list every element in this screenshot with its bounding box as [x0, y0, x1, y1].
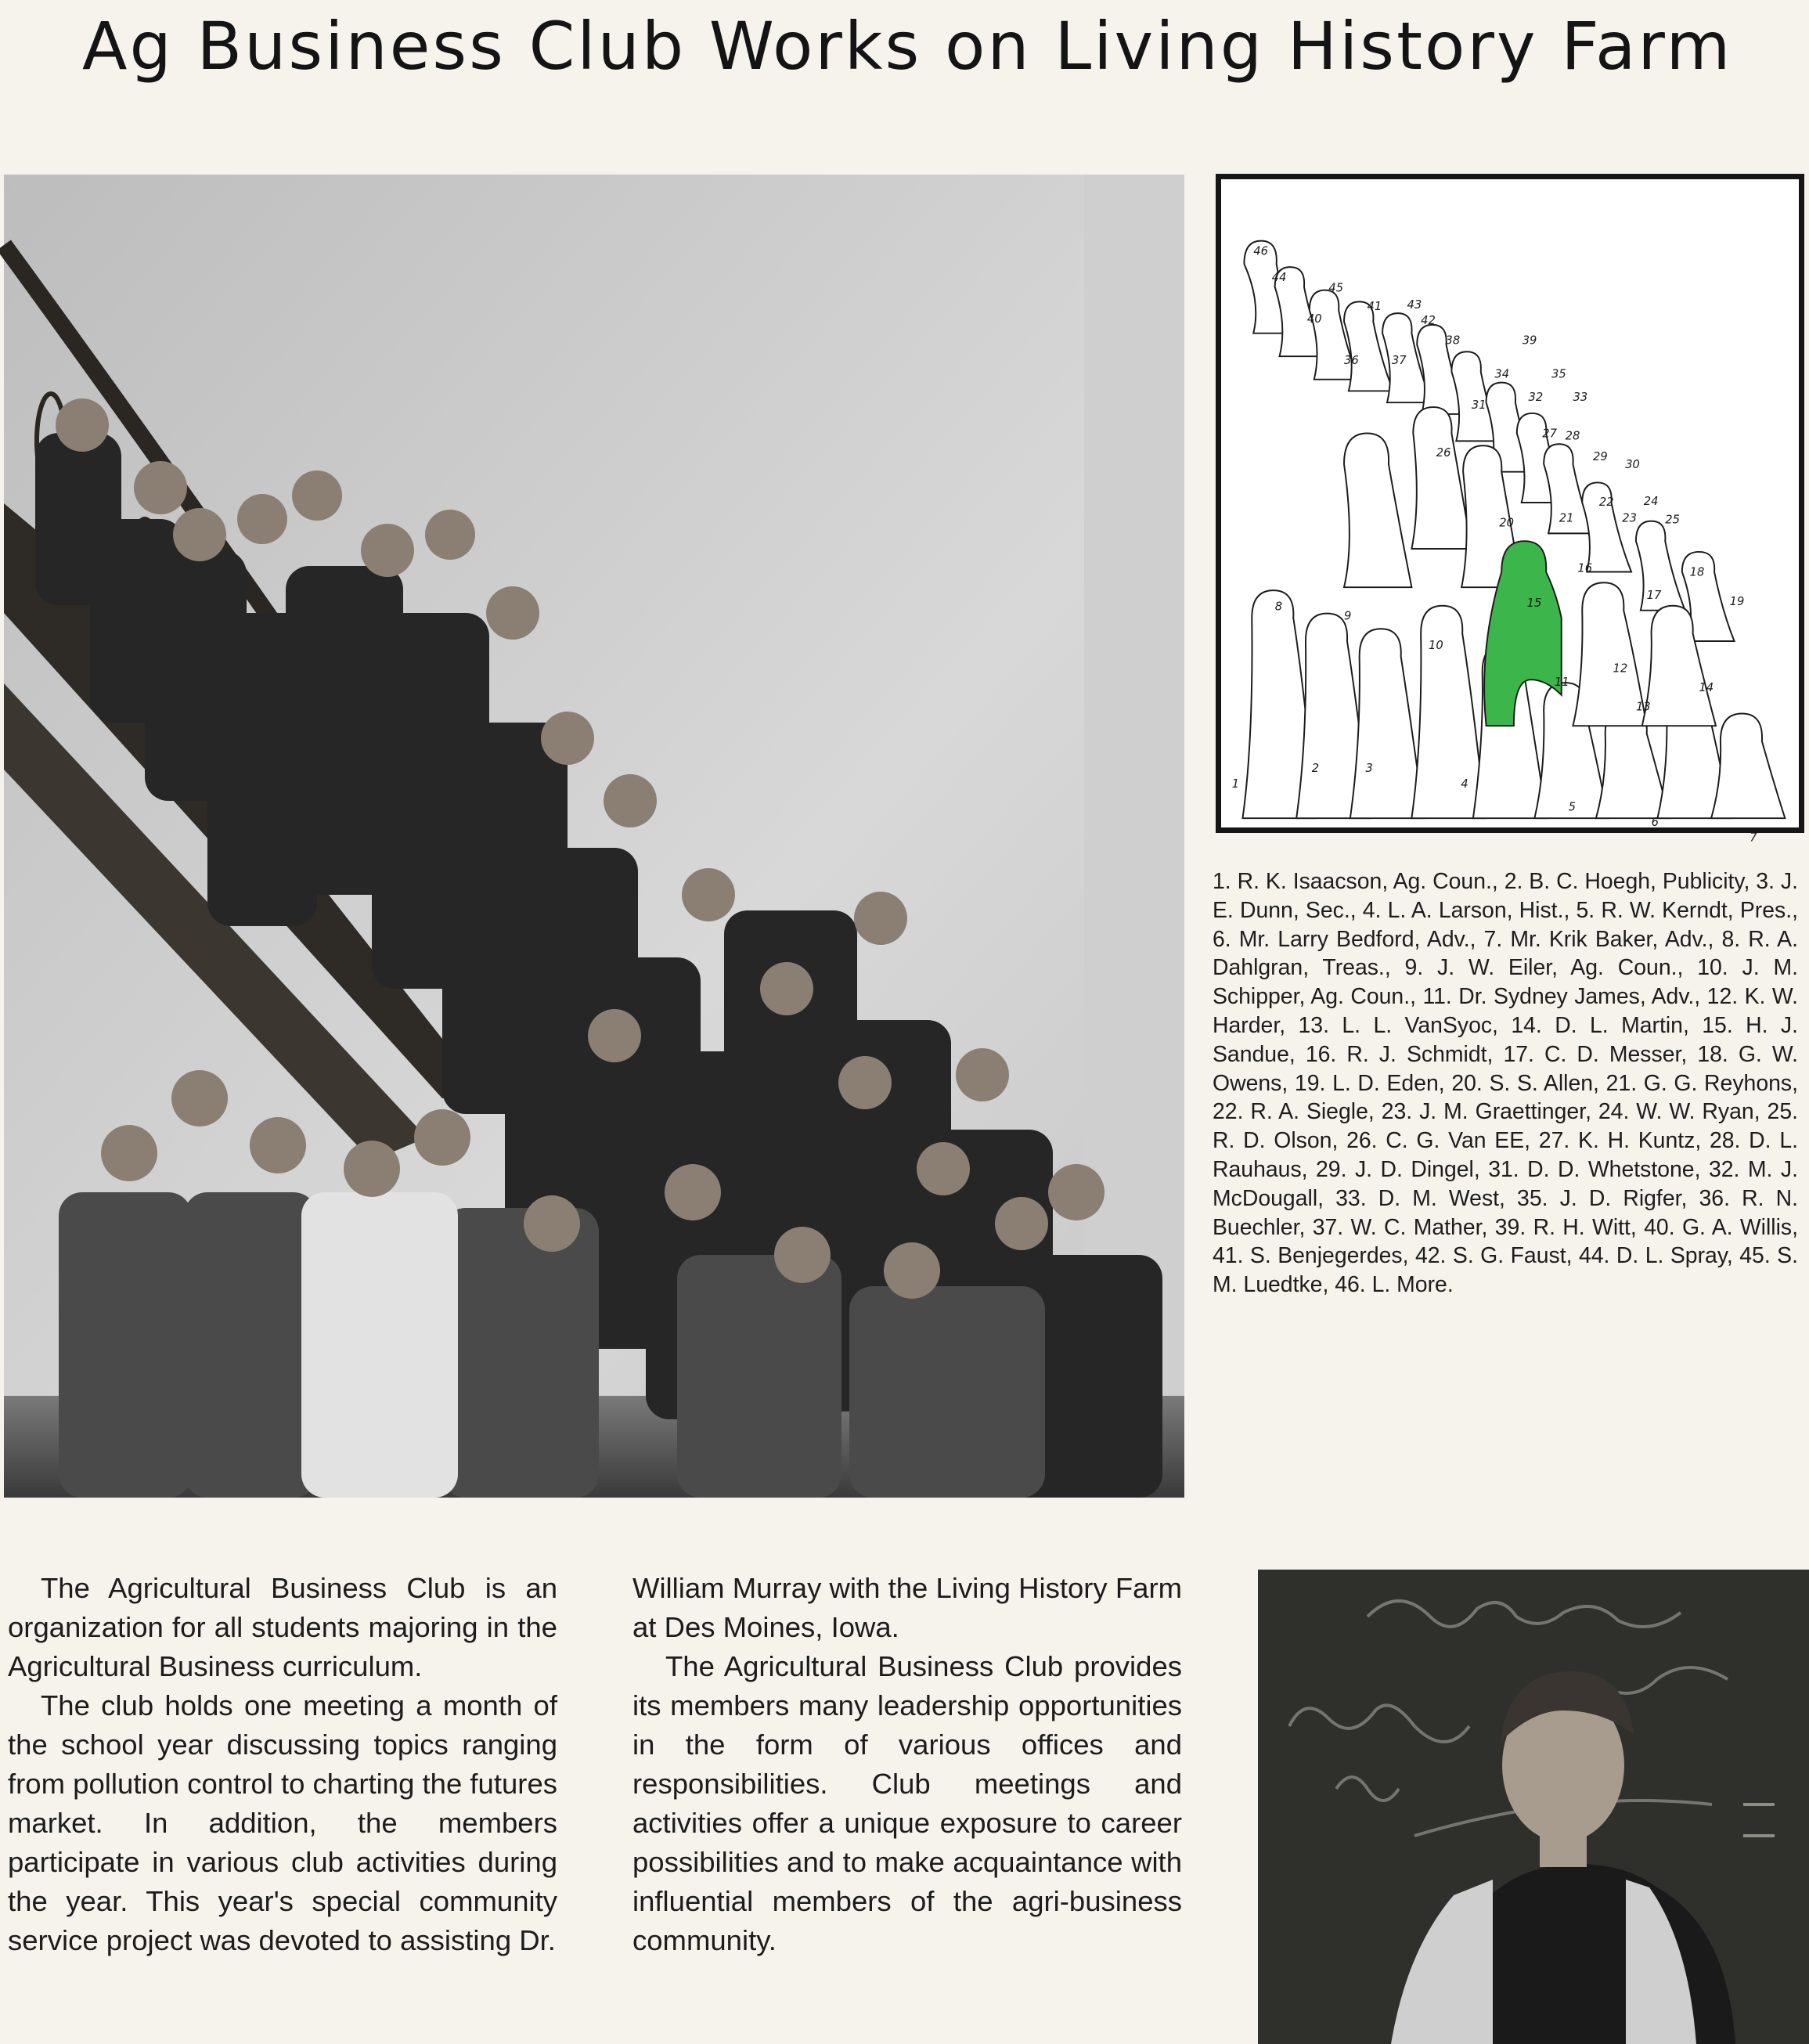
- key-number-45: 45: [1328, 281, 1344, 295]
- key-number-43: 43: [1407, 298, 1422, 312]
- key-number-7: 7: [1750, 831, 1757, 845]
- key-number-17: 17: [1646, 588, 1662, 602]
- body-paragraph: The club holds one meeting a month of the school year discussing topics ranging from pollution control to charting the futures market. In addition, the members participate in various club activities during the year. This year's special community service project was devoted to assisting Dr.: [8, 1689, 557, 1956]
- key-number-12: 12: [1613, 662, 1628, 676]
- key-number-34: 34: [1494, 367, 1510, 381]
- key-number-40: 40: [1306, 312, 1322, 326]
- key-number-11: 11: [1554, 676, 1569, 690]
- key-number-27: 27: [1542, 427, 1557, 441]
- key-number-15: 15: [1526, 596, 1542, 610]
- page-headline: Ag Business Club Works on Living History Farm: [82, 8, 1733, 85]
- key-number-36: 36: [1344, 353, 1359, 368]
- key-number-6: 6: [1651, 816, 1659, 830]
- student-at-chalkboard-photo: [1258, 1570, 1809, 2044]
- key-number-31: 31: [1471, 398, 1486, 413]
- key-number-26: 26: [1436, 446, 1451, 460]
- body-paragraph: The Agricultural Business Club provides its members many leadership opportunities in the form of various offices and responsibilities. Club meetings and activities offer a unique exposure to career possibilities and to make acquaintance with influential members of the agri-business community.: [632, 1650, 1182, 1956]
- key-number-5: 5: [1568, 800, 1576, 814]
- body-paragraph: William Murray with the Living History Farm at Des Moines, Iowa.: [632, 1572, 1182, 1643]
- key-number-30: 30: [1625, 457, 1640, 471]
- club-group-photo: [4, 175, 1184, 1498]
- key-number-4: 4: [1461, 777, 1468, 791]
- key-number-9: 9: [1344, 609, 1352, 623]
- key-number-25: 25: [1665, 513, 1680, 527]
- body-paragraph: The Agricultural Business Club is an organization for all students majoring in the Agricultural Business curriculum.: [8, 1572, 557, 1682]
- key-number-24: 24: [1643, 494, 1659, 508]
- member-caption: 1. R. K. Isaacson, Ag. Coun., 2. B. C. Hoegh, Publicity, 3. J. E. Dunn, Sec., 4. L. A. Larson, Hist., 5. R. W. Kerndt, Pres., 6. Mr. Larry Bedford, Adv., 7. Mr. Krik Baker, Adv., 8. R. A. Dahlgran, Treas., 9. J. W. Eiler, Ag. Coun., 10. J. M. Schipper, Ag. Coun., 11. Dr. Sydney James, Adv., 12. K. W. Harder, 13. L. L. VanSyoc, 14. D. L. Martin, 15. H. J. Sandue, 16. R. J. Schmidt, 17. C. D. Messer, 18. G. W. Owens, 19. L. D. Eden, 20. S. S. Allen, 21. G. G. Reyhons, 22. R. A. Siegle, 23. J. M. Graettinger, 24. W. W. Ryan, 25. R. D. Olson, 26. C. G. Van EE, 27. K. H. Kuntz, 28. D. L. Rauhaus, 29. J. D. Dingel, 31. D. D. Whetstone, 32. M. J. McDougall, 33. D. M. West, 35. J. D. Rigfer, 36. R. N. Buechler, 37. W. C. Mather, 39. R. H. Witt, 40. G. A. Willis, 41. S. Benjegerdes, 42. S. G. Faust, 44. D. L. Spray, 45. S. M. Luedtke, 46. L. More.: [1213, 869, 1798, 1298]
- key-number-46: 46: [1253, 244, 1268, 258]
- key-number-33: 33: [1573, 391, 1588, 405]
- key-number-32: 32: [1528, 391, 1544, 405]
- key-number-28: 28: [1565, 429, 1580, 443]
- key-number-38: 38: [1445, 333, 1461, 348]
- body-column-1: [8, 1569, 557, 1960]
- key-number-1: 1: [1231, 777, 1240, 791]
- key-number-10: 10: [1428, 638, 1443, 652]
- key-number-23: 23: [1622, 511, 1637, 525]
- key-number-8: 8: [1274, 600, 1283, 614]
- key-number-2: 2: [1311, 762, 1320, 776]
- key-number-44: 44: [1271, 270, 1287, 284]
- key-number-21: 21: [1559, 511, 1574, 525]
- body-column-2: [632, 1569, 1182, 1960]
- member-key-diagram: [1216, 174, 1804, 845]
- key-number-20: 20: [1499, 516, 1514, 530]
- key-number-35: 35: [1551, 367, 1566, 381]
- key-number-18: 18: [1689, 565, 1705, 579]
- key-number-39: 39: [1522, 333, 1537, 348]
- key-number-29: 29: [1592, 449, 1608, 463]
- key-number-16: 16: [1577, 561, 1593, 575]
- key-number-19: 19: [1729, 594, 1745, 608]
- key-number-14: 14: [1699, 680, 1714, 694]
- key-number-13: 13: [1635, 700, 1651, 714]
- key-number-3: 3: [1365, 762, 1373, 776]
- key-number-22: 22: [1598, 495, 1614, 509]
- key-number-42: 42: [1421, 313, 1436, 327]
- key-number-41: 41: [1367, 300, 1382, 314]
- key-number-37: 37: [1391, 353, 1407, 368]
